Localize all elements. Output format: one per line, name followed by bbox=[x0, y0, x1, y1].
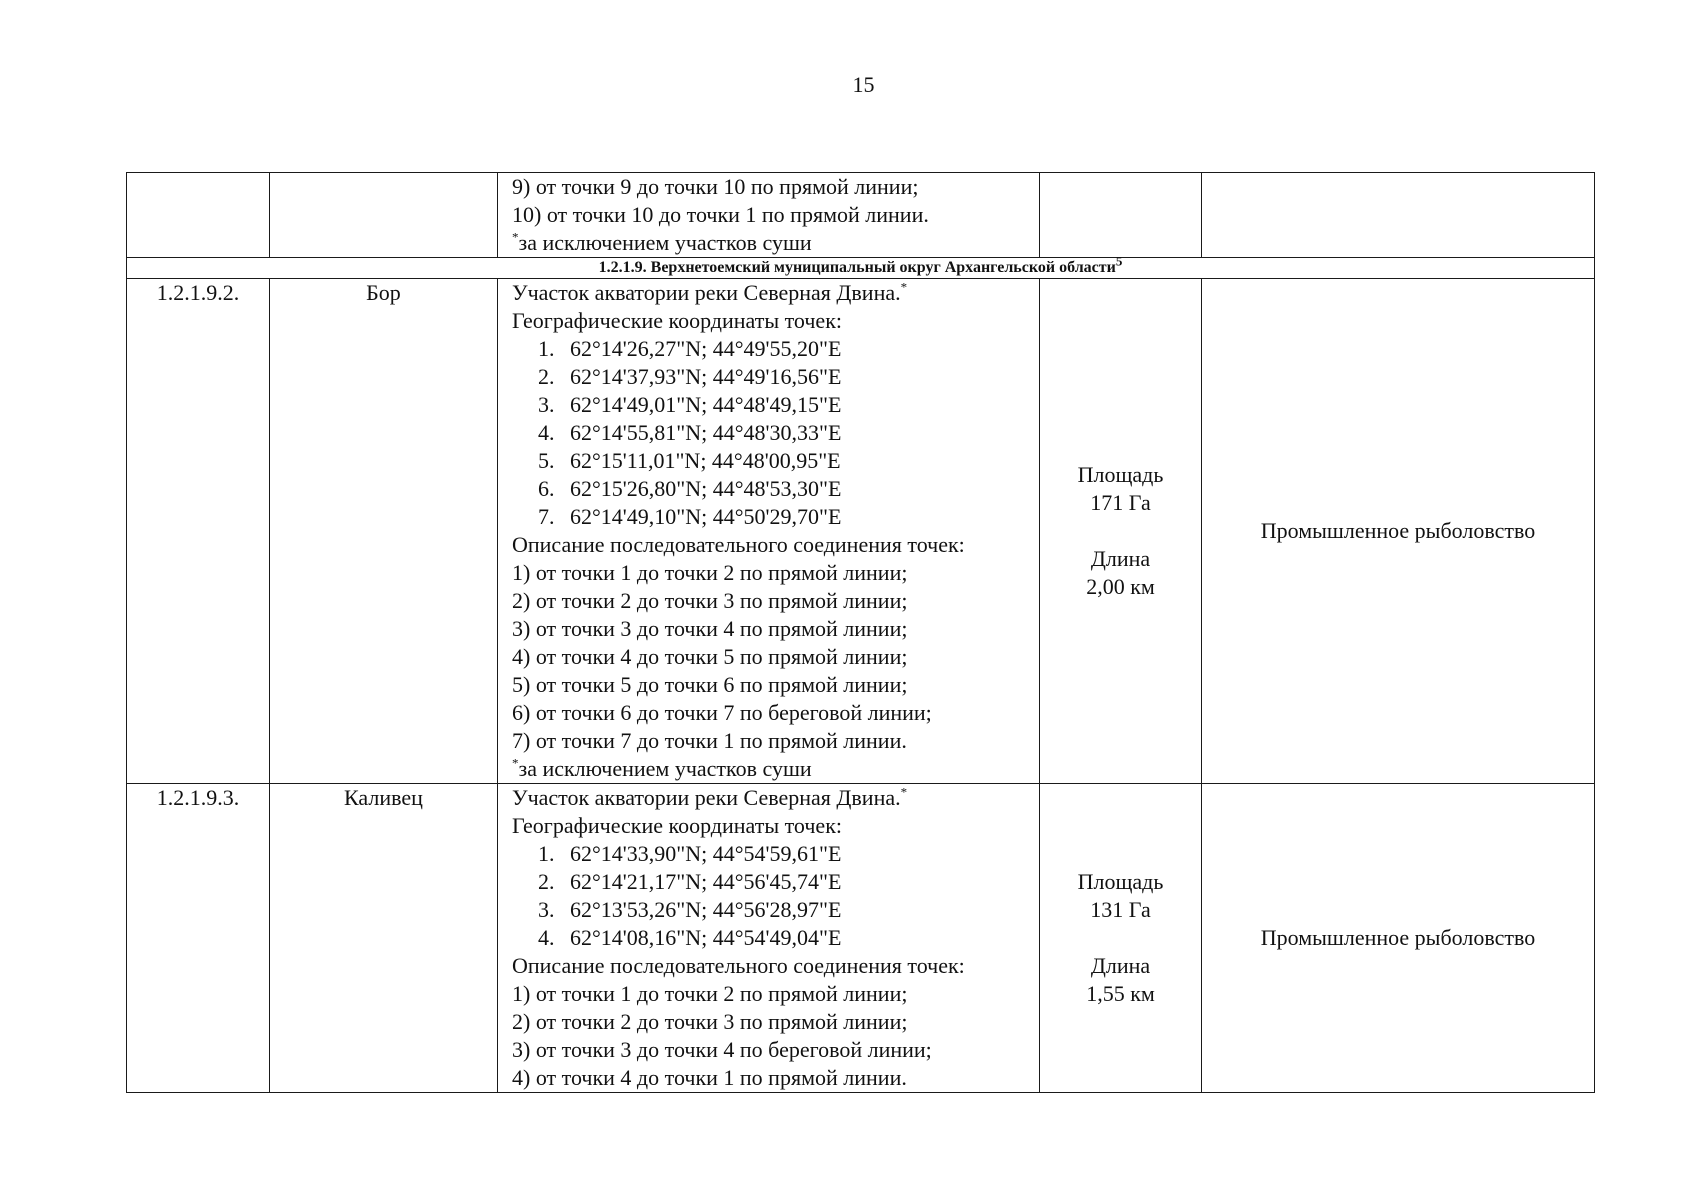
connection-line: 4) от точки 4 до точки 5 по прямой линии; bbox=[512, 644, 908, 669]
cell-name: Каливец bbox=[270, 784, 498, 1093]
coord-item: 2. 62°14'37,93"N; 44°49'16,56"E bbox=[538, 364, 842, 389]
cell-area bbox=[1040, 784, 1202, 1093]
cell-name: Бор bbox=[270, 279, 498, 784]
length-label: Длина bbox=[1090, 546, 1151, 571]
cell-purpose: Промышленное рыболовство bbox=[1202, 784, 1595, 1093]
coord-item: 4. 62°14'55,81"N; 44°48'30,33"E bbox=[538, 420, 842, 445]
page-number: 15 bbox=[852, 72, 875, 97]
table-row bbox=[127, 279, 1595, 784]
section-title: 1.2.1.9. Верхнетоемский муниципальный округ Архангельской области$^5$ bbox=[127, 258, 1595, 279]
cell-id: 1.2.1.9.3. bbox=[127, 784, 270, 1093]
cell-purpose bbox=[1202, 173, 1595, 258]
coord-item: 1. 62°14'26,27"N; 44°49'55,20"E bbox=[538, 336, 842, 361]
coord-item: 6. 62°15'26,80"N; 44°48'53,30"E bbox=[538, 476, 842, 501]
area-label: Площадь bbox=[1077, 869, 1164, 894]
table-row bbox=[127, 784, 1595, 1093]
footnote-note: *за исключением участков суши bbox=[512, 755, 812, 781]
connection-line: 7) от точки 7 до точки 1 по прямой линии. bbox=[512, 728, 907, 753]
coords-list bbox=[512, 840, 1039, 952]
length-label: Длина bbox=[1090, 953, 1151, 978]
connection-line: 10) от точки 10 до точки 1 по прямой линии. bbox=[512, 202, 929, 227]
coord-item: 7. 62°14'49,10"N; 44°50'29,70"E bbox=[538, 504, 842, 529]
area-label: Площадь bbox=[1077, 462, 1164, 487]
connection-line: 2) от точки 2 до точки 3 по прямой линии; bbox=[512, 588, 908, 613]
connection-title: Описание последовательного соединения точек: bbox=[512, 532, 965, 557]
section-header-row bbox=[127, 258, 1595, 279]
coord-item: 5. 62°15'11,01"N; 44°48'00,95"E bbox=[538, 448, 841, 473]
connection-line: 9) от точки 9 до точки 10 по прямой линии; bbox=[512, 174, 919, 199]
connection-line: 4) от точки 4 до точки 1 по прямой линии. bbox=[512, 1065, 907, 1090]
coord-item: 3. 62°14'49,01"N; 44°48'49,15"E bbox=[538, 392, 842, 417]
cell-purpose: Промышленное рыболовство bbox=[1202, 279, 1595, 784]
connection-line: 5) от точки 5 до точки 6 по прямой линии; bbox=[512, 672, 908, 697]
coord-item: 2. 62°14'21,17"N; 44°56'45,74"E bbox=[538, 869, 842, 894]
cell-id: 1.2.1.9.2. bbox=[127, 279, 270, 784]
cell-description bbox=[498, 784, 1040, 1093]
coords-title: Географические координаты точек: bbox=[512, 308, 842, 333]
area-value: 171 Га bbox=[1090, 490, 1151, 515]
description-title: Участок акватории реки Северная Двина.* bbox=[512, 279, 908, 305]
connection-line: 1) от точки 1 до точки 2 по прямой линии; bbox=[512, 981, 908, 1006]
coords-title: Географические координаты точек: bbox=[512, 813, 842, 838]
connection-line: 1) от точки 1 до точки 2 по прямой линии; bbox=[512, 560, 908, 585]
length-value: 1,55 км bbox=[1086, 981, 1155, 1006]
connection-line: 2) от точки 2 до точки 3 по прямой линии; bbox=[512, 1009, 908, 1034]
cell-area bbox=[1040, 279, 1202, 784]
cell-id bbox=[127, 173, 270, 258]
connection-line: 3) от точки 3 до точки 4 по береговой линии; bbox=[512, 1037, 932, 1062]
connection-line: 3) от точки 3 до точки 4 по прямой линии; bbox=[512, 616, 908, 641]
area-value: 131 Га bbox=[1090, 897, 1151, 922]
coord-item: 1. 62°14'33,90"N; 44°54'59,61"E bbox=[538, 841, 842, 866]
description-title: Участок акватории реки Северная Двина.* bbox=[512, 784, 908, 810]
connection-title: Описание последовательного соединения точек: bbox=[512, 953, 965, 978]
coords-list bbox=[512, 335, 1039, 531]
coord-item: 4. 62°14'08,16"N; 44°54'49,04"E bbox=[538, 925, 842, 950]
connection-line: 6) от точки 6 до точки 7 по береговой линии; bbox=[512, 700, 932, 725]
cell-area bbox=[1040, 173, 1202, 258]
cell-description bbox=[498, 173, 1040, 258]
footnote-note: *за исключением участков суши bbox=[512, 229, 812, 255]
length-value: 2,00 км bbox=[1086, 574, 1155, 599]
cell-name bbox=[270, 173, 498, 258]
coord-item: 3. 62°13'53,26"N; 44°56'28,97"E bbox=[538, 897, 842, 922]
continuation-row bbox=[127, 173, 1595, 258]
cell-description bbox=[498, 279, 1040, 784]
fishing-areas-table bbox=[126, 172, 1595, 1093]
